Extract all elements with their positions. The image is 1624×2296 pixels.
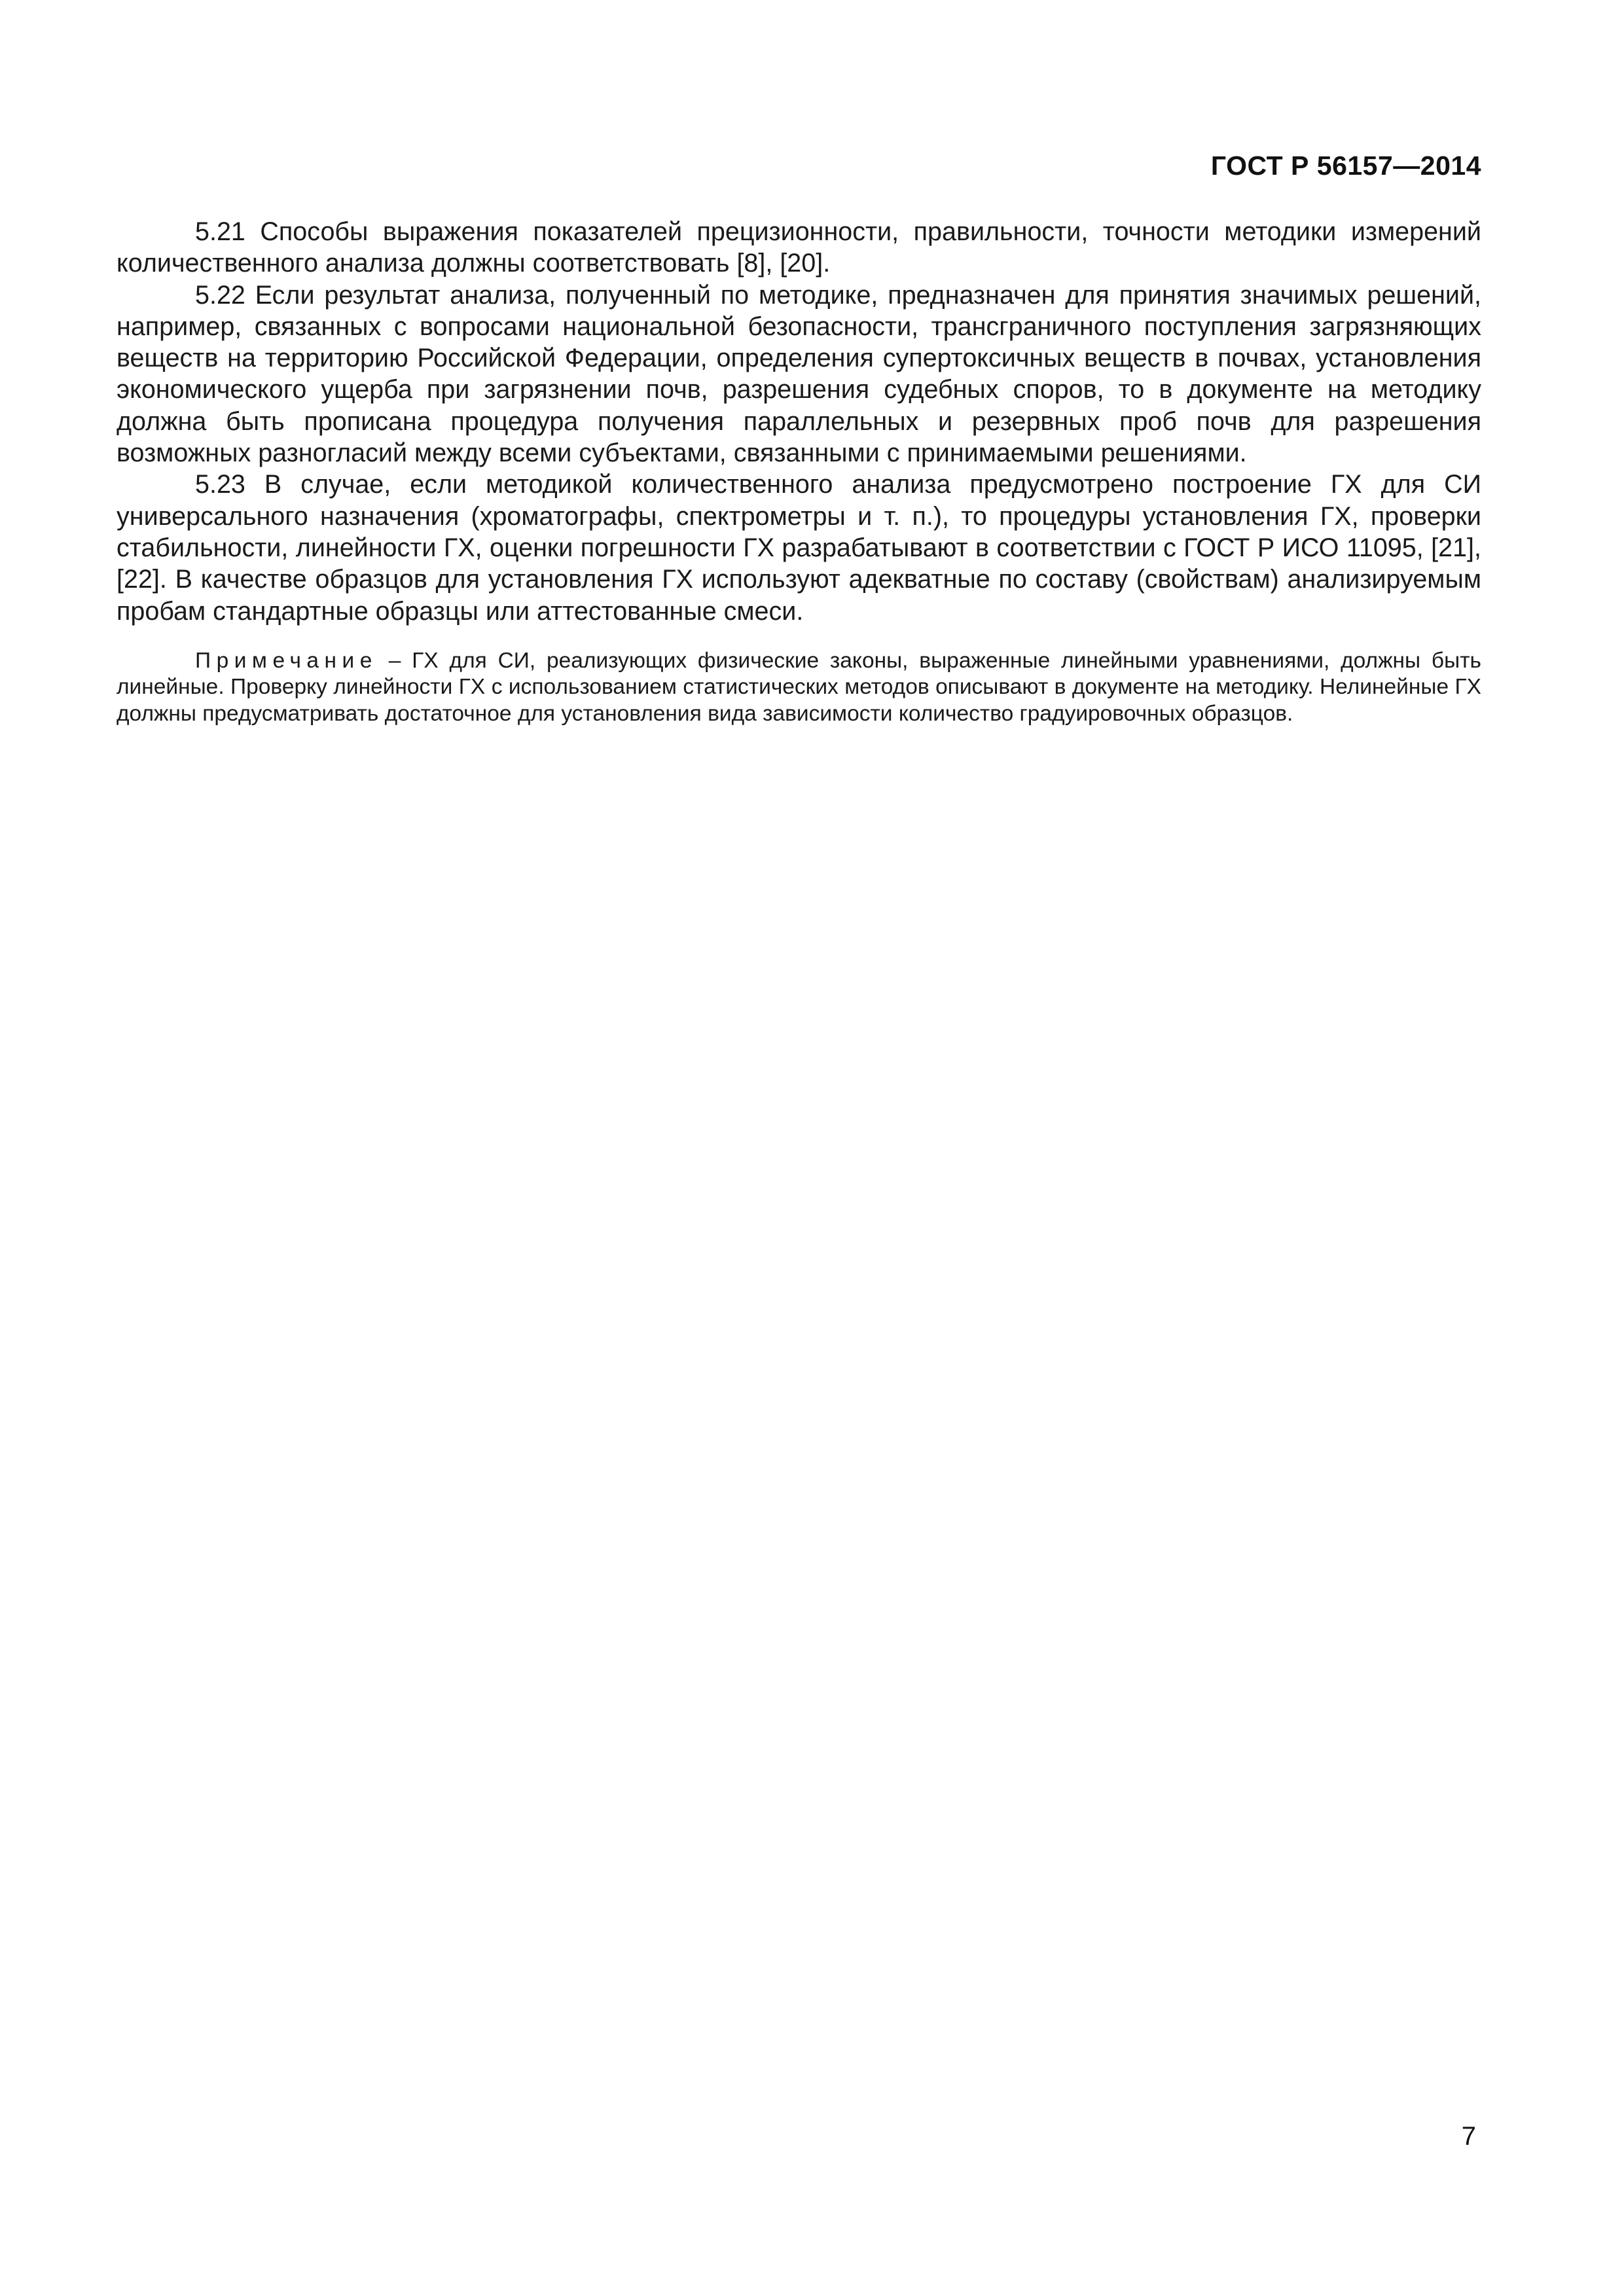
paragraph-5-21: 5.21 Способы выражения показателей прецизионности, правильности, точности методики измерений количественного анализа должны соответствовать [8], [20]. [117, 217, 1481, 278]
document-body [117, 216, 1481, 727]
note-separator: – [377, 648, 412, 673]
note-text: ГХ для СИ, реализующих физические законы, выраженные линейными уравнениями, должны быть линейные. Проверку линейности ГХ с использованием статистических методов описывают в документе на методику. Нелинейные ГХ должны предусматривать достаточное для установления вида зависимости количество градуировочных образцов. [117, 648, 1481, 726]
page-number: 7 [1461, 2122, 1476, 2151]
paragraph-5-23: 5.23 В случае, если методикой количественного анализа предусмотрено построение ГХ для СИ универсального назначения (хроматографы, спектрометры и т. п.), то процедуры установления ГХ, проверки стабильности, линейности ГХ, оценки погрешности ГХ разрабатывают в соответствии с ГОСТ Р ИСО 11095, [21], [22]. В качестве образцов для установления ГХ используют адекватные по составу (свойствам) анализируемым пробам стандартные образцы или аттестованные смеси. [117, 470, 1481, 626]
note [117, 648, 1481, 728]
paragraph-5-22: 5.22 Если результат анализа, полученный по методике, предназначен для принятия значимых решений, например, связанных с вопросами национальной безопасности, трансграничного поступления загрязняющих веществ на территорию Российской Федерации, определения супертоксичных веществ в почвах, установления экономического ущерба при загрязнении почв, разрешения судебных споров, то в документе на методику должна быть прописана процедура получения параллельных и резервных проб почв для разрешения возможных разногласий между всеми субъектами, связанными с принимаемыми решениями. [117, 280, 1481, 468]
document-header: ГОСТ Р 56157—2014 [1210, 151, 1481, 181]
note-label: Примечание [195, 648, 378, 673]
